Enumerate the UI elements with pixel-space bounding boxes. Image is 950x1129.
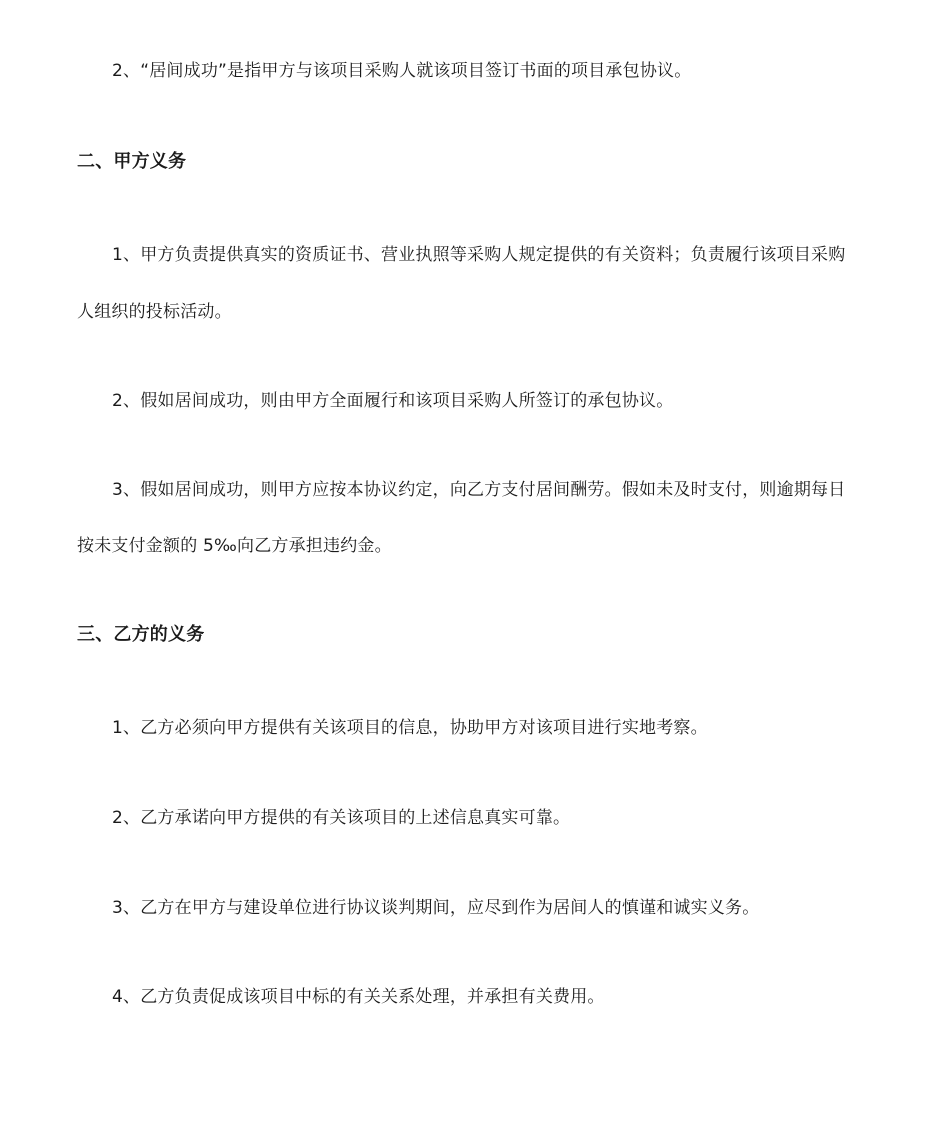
- party-a-item-3-line-1: 3、假如居间成功，则甲方应按本协议约定，向乙方支付居间酬劳。假如未及时支付，则逾期每日: [112, 480, 846, 500]
- party-a-item-1-line-2: 人组织的投标活动。: [77, 302, 232, 322]
- section-heading-party-b-obligations: 三、乙方的义务: [77, 624, 205, 645]
- party-a-item-1-line-1: 1、甲方负责提供真实的资质证书、营业执照等采购人规定提供的有关资料；负责履行该项目采购: [112, 245, 846, 265]
- party-b-item-1: 1、乙方必须向甲方提供有关该项目的信息，协助甲方对该项目进行实地考察。: [112, 718, 708, 738]
- section-heading-party-a-obligations: 二、甲方义务: [77, 151, 187, 172]
- party-b-item-4: 4、乙方负责促成该项目中标的有关关系处理，并承担有关费用。: [112, 987, 605, 1007]
- party-a-item-3-line-2: 按未支付金额的 5‰向乙方承担违约金。: [77, 536, 392, 556]
- party-a-item-2: 2、假如居间成功，则由甲方全面履行和该项目采购人所签订的承包协议。: [112, 391, 674, 411]
- party-b-item-2: 2、乙方承诺向甲方提供的有关该项目的上述信息真实可靠。: [112, 808, 571, 828]
- party-b-item-3: 3、乙方在甲方与建设单位进行协议谈判期间，应尽到作为居间人的慎谨和诚实义务。: [112, 898, 760, 918]
- definition-item-2: 2、“居间成功”是指甲方与该项目采购人就该项目签订书面的项目承包协议。: [112, 61, 692, 81]
